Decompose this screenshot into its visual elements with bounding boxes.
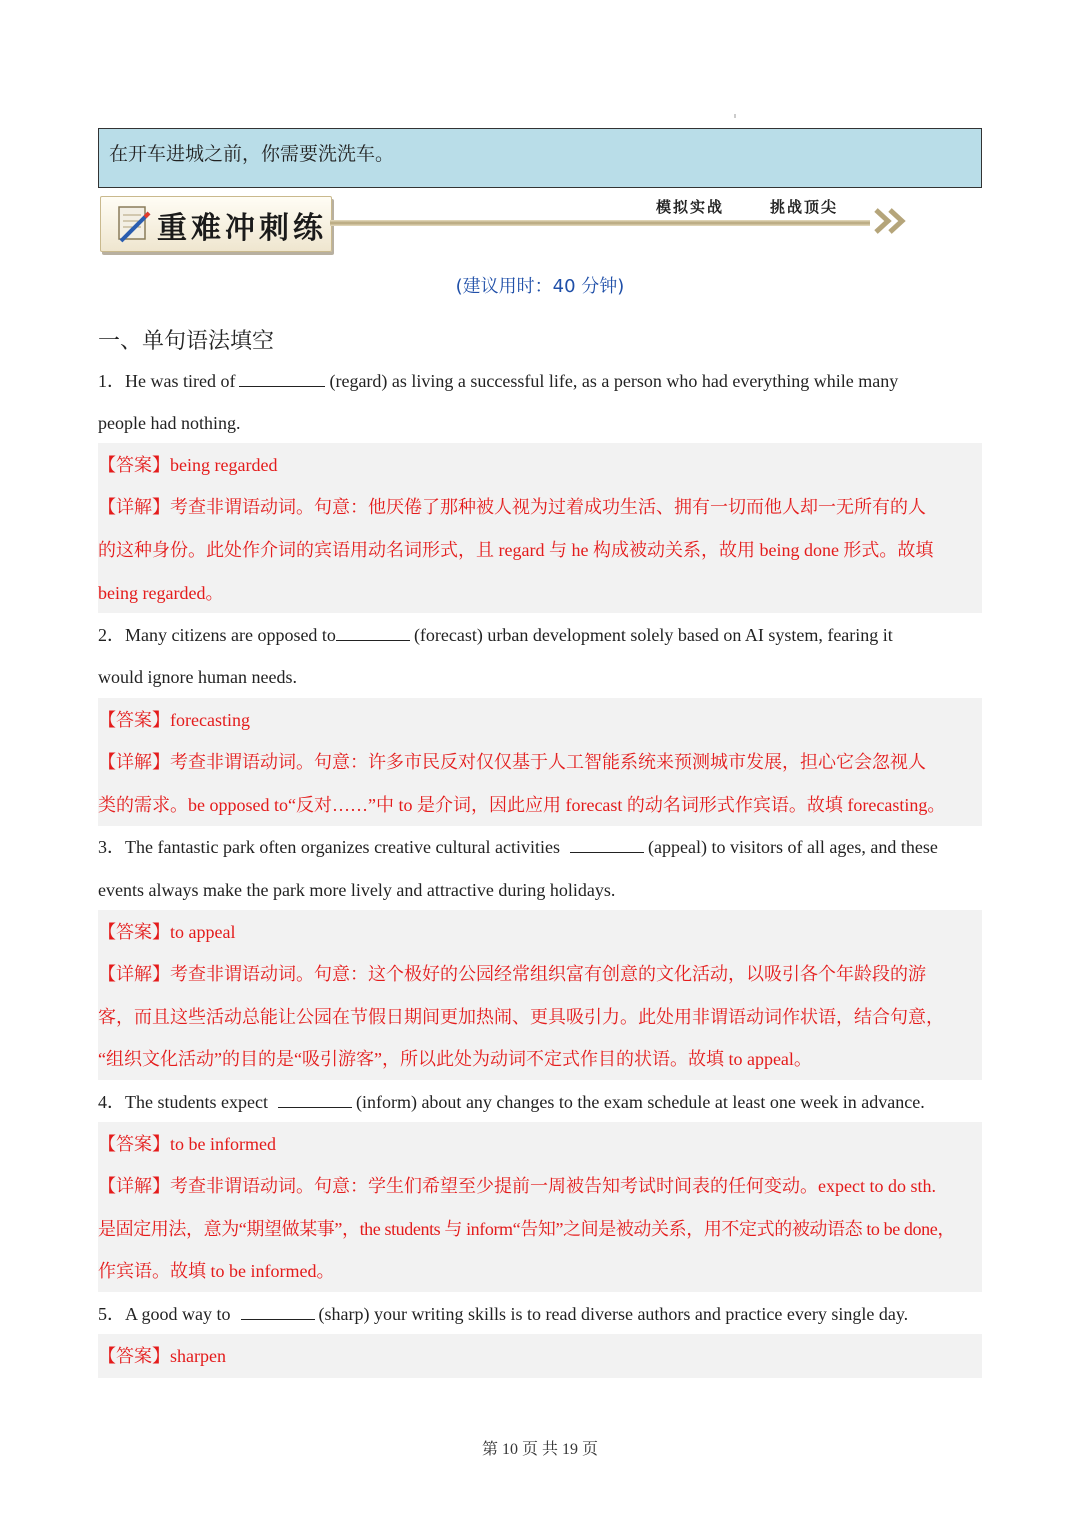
detail-4-line-1: 【详解】考查非谓语动词。句意：学生们希望至少提前一周被告知考试时间表的任何变动。expect to do sth. bbox=[98, 1176, 936, 1196]
question-1-line-1: 1．He was tired of (regard) as living a successful life, as a person who had everything while many bbox=[98, 368, 982, 394]
detail-3-line-1: 【详解】考查非谓语动词。句意：这个极好的公园经常组织富有创意的文化活动，以吸引各个年龄段的游 bbox=[98, 964, 926, 984]
detail-4-line-2: 是固定用法，意为“期望做某事”，the students 与 inform“告知”之间是被动关系，用不定式的被动语态 to be done， bbox=[98, 1219, 955, 1239]
detail-2-line-2: 类的需求。be opposed to“反对……”中 to 是介词，因此应用 forecast 的动名词形式作宾语。故填 forecasting。 bbox=[98, 795, 946, 815]
stray-mark bbox=[734, 114, 736, 118]
answer-blank bbox=[336, 622, 410, 641]
detail-4-line-3: 作宾语。故填 to be informed。 bbox=[98, 1261, 335, 1281]
page-footer: 第 10 页 共 19 页 bbox=[481, 1441, 598, 1458]
section-heading: 一、单句语法填空 bbox=[98, 329, 275, 354]
question-2-line-2: would ignore human needs. bbox=[98, 667, 297, 687]
answer-1: 【答案】being regarded bbox=[98, 455, 278, 475]
answer-blank bbox=[570, 834, 644, 853]
double-chevron-icon bbox=[874, 206, 910, 236]
detail-1-line-2: 的这种身份。此处作介词的宾语用动名词形式，且 regard 与 he 构成被动关系，故用 being done 形式。故填 bbox=[98, 540, 934, 560]
translation-box: 在开车进城之前，你需要洗洗车。 bbox=[98, 128, 982, 188]
detail-1-line-1: 【详解】考查非谓语动词。句意：他厌倦了那种被人视为过着成功生活、拥有一切而他人却一无所有的人 bbox=[98, 497, 926, 517]
detail-2-line-1: 【详解】考查非谓语动词。句意：许多市民反对仅仅基于人工智能系统来预测城市发展，担心它会忽视人 bbox=[98, 752, 926, 772]
banner-subtitle-2: 挑战顶尖 bbox=[770, 200, 839, 216]
detail-1-line-3: being regarded。 bbox=[98, 583, 224, 603]
answer-blank bbox=[241, 1301, 315, 1320]
section-banner bbox=[100, 196, 910, 254]
answer-blank bbox=[278, 1089, 352, 1108]
answer-2: 【答案】forecasting bbox=[98, 710, 250, 730]
question-3-line-2: events always make the park more lively and attractive during holidays. bbox=[98, 880, 616, 900]
notebook-pencil-icon bbox=[115, 203, 155, 245]
answer-5: 【答案】sharpen bbox=[98, 1346, 226, 1366]
question-3-line-1: 3．The fantastic park often organizes creative cultural activities (appeal) to visitors of all ages, and these bbox=[98, 834, 982, 860]
detail-3-line-2: 客，而且这些活动总能让公园在节假日期间更加热闹、更具吸引力。此处用非谓语动词作状语，结合句意， bbox=[98, 1007, 944, 1027]
banner-subtitle-1: 模拟实战 bbox=[656, 200, 725, 216]
answer-4: 【答案】to be informed bbox=[98, 1134, 276, 1154]
banner-title-plate bbox=[100, 196, 332, 252]
question-5-line-1: 5．A good way to (sharp) your writing skills is to read diverse authors and practice every single day. bbox=[98, 1301, 982, 1327]
question-4-line-1: 4．The students expect (inform) about any changes to the exam schedule at least one week in advance. bbox=[98, 1089, 982, 1115]
banner-title: 重难冲刺练 bbox=[157, 211, 327, 246]
banner-divider bbox=[330, 220, 870, 226]
suggested-time: (建议用时：40 分钟) bbox=[455, 276, 625, 297]
question-1-line-2: people had nothing. bbox=[98, 413, 241, 433]
question-2-line-1: 2．Many citizens are opposed to (forecast) urban development solely based on AI system, fearing it bbox=[98, 622, 982, 648]
detail-3-line-3: “组织文化活动”的目的是“吸引游客”，所以此处为动词不定式作目的状语。故填 to appeal。 bbox=[98, 1049, 812, 1069]
answer-blank bbox=[239, 368, 325, 387]
answer-3: 【答案】to appeal bbox=[98, 922, 236, 942]
